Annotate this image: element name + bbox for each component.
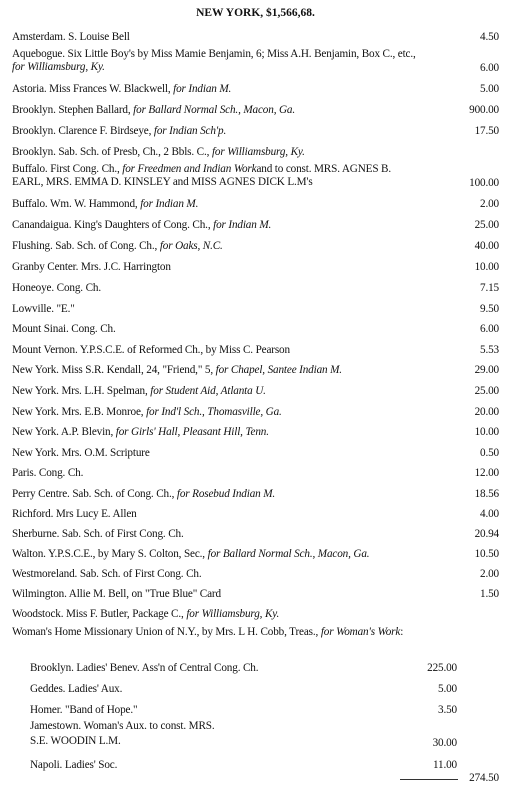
entry-text: New York. Mrs. L.H. Spelman, for Student Aid, Atlanta U. [12, 385, 266, 397]
entry-text: Woman's Home Missionary Union of N.Y., by Mrs. L H. Cobb, Treas., for Woman's Work: [12, 626, 404, 638]
sub-entry-text: Brooklyn. Ladies' Benev. Ass'n of Central Cong. Ch. [30, 662, 259, 674]
entry-amount: 1.50 [480, 588, 499, 600]
section-heading: NEW YORK, $1,566,68. [196, 7, 315, 19]
entry-text: Mount Vernon. Y.P.S.C.E. of Reformed Ch., by Miss C. Pearson [12, 344, 290, 356]
entry-amount: 7.15 [480, 282, 499, 294]
entry-amount: 10.50 [474, 548, 499, 560]
entry-text: Flushing. Sab. Sch. of Cong. Ch., for Oaks, N.C. [12, 240, 223, 252]
entry-text: Granby Center. Mrs. J.C. Harrington [12, 261, 171, 273]
entry-text: Westmoreland. Sab. Sch. of First Cong. Ch. [12, 568, 202, 580]
entry-text: Wilmington. Allie M. Bell, on "True Blue" Card [12, 588, 221, 600]
entry-text: Brooklyn. Sab. Sch. of Presb, Ch., 2 Bbls. C., for Williamsburg, Ky. [12, 146, 305, 158]
entry-amount: 6.00 [480, 62, 499, 74]
entry-amount: 4.00 [480, 508, 499, 520]
entry-amount: 40.00 [474, 240, 499, 252]
sub-entry-amount: 5.00 [438, 683, 457, 695]
entry-text: New York. Miss S.R. Kendall, 24, "Friend," 5, for Chapel, Santee Indian M. [12, 364, 342, 376]
entry-text: Buffalo. First Cong. Ch., for Freedmen and Indian Workand to const. MRS. AGNES B. EARL, MRS. EMMA D. KINSLEY and MISS AGNES DICK L.M's [12, 163, 392, 188]
entry-amount: 4.50 [480, 31, 499, 43]
entry-amount: 2.00 [480, 198, 499, 210]
entry-text: Aquebogue. Six Little Boy's by Miss Mamie Benjamin, 6; Miss A.H. Benjamin, Box C., etc., for Williamsburg, Ky. [12, 48, 416, 73]
entry-text: Brooklyn. Stephen Ballard, for Ballard Normal Sch., Macon, Ga. [12, 104, 296, 116]
sub-entry-text: Geddes. Ladies' Aux. [30, 683, 123, 695]
entry-text: Lowville. "E." [12, 303, 75, 315]
entry-amount: 18.56 [474, 488, 499, 500]
entry-amount: 25.00 [474, 219, 499, 231]
entry-amount: 5.53 [480, 344, 499, 356]
sub-entry-text: Jamestown. Woman's Aux. to const. MRS. S.E. WOODIN L.M. [30, 720, 215, 747]
subtotal-rule [400, 779, 458, 780]
entry-amount: 10.00 [474, 426, 499, 438]
entry-text: Perry Centre. Sab. Sch. of Cong. Ch., for Rosebud Indian M. [12, 488, 276, 500]
entry-text: Sherburne. Sab. Sch. of First Cong. Ch. [12, 528, 184, 540]
entry-amount: 25.00 [474, 385, 499, 397]
entry-text: New York. A.P. Blevin, for Girls' Hall, Pleasant Hill, Tenn. [12, 426, 269, 438]
entry-text: New York. Mrs. O.M. Scripture [12, 447, 150, 459]
entry-text: Amsterdam. S. Louise Bell [12, 31, 130, 43]
sub-entry-amount: 30.00 [432, 737, 457, 749]
entry-text: Canandaigua. King's Daughters of Cong. Ch., for Indian M. [12, 219, 272, 231]
entry-amount: 20.00 [474, 406, 499, 418]
entry-amount: 5.00 [480, 83, 499, 95]
sub-entry-text: Napoli. Ladies' Soc. [30, 759, 118, 771]
entry-amount: 2.00 [480, 568, 499, 580]
entry-amount: 6.00 [480, 323, 499, 335]
entry-amount: 9.50 [480, 303, 499, 315]
entry-text: Richford. Mrs Lucy E. Allen [12, 508, 137, 520]
subtotal-amount: 274.50 [469, 772, 499, 784]
entry-amount: 0.50 [480, 447, 499, 459]
entry-amount: 12.00 [474, 467, 499, 479]
entry-text: Astoria. Miss Frances W. Blackwell, for Indian M. [12, 83, 232, 95]
entry-text: Paris. Cong. Ch. [12, 467, 84, 479]
sub-entry-amount: 11.00 [432, 759, 457, 771]
entry-text: Honeoye. Cong. Ch. [12, 282, 101, 294]
entry-amount: 20.94 [474, 528, 499, 540]
entry-text: Woodstock. Miss F. Butler, Package C., for Williamsburg, Ky. [12, 608, 280, 620]
entry-text: Walton. Y.P.S.C.E., by Mary S. Colton, Sec., for Ballard Normal Sch., Macon, Ga. [12, 548, 370, 560]
entry-text: Buffalo. Wm. W. Hammond, for Indian M. [12, 198, 199, 210]
entry-text: New York. Mrs. E.B. Monroe, for Ind'l Sch., Thomasville, Ga. [12, 406, 282, 418]
entry-amount: 900.00 [469, 104, 499, 116]
entry-amount: 17.50 [474, 125, 499, 137]
sub-entry-text: Homer. "Band of Hope." [30, 704, 138, 716]
entry-amount: 29.00 [474, 364, 499, 376]
entry-text: Mount Sinai. Cong. Ch. [12, 323, 116, 335]
entry-amount: 10.00 [474, 261, 499, 273]
sub-entry-amount: 3.50 [438, 704, 457, 716]
sub-entry-amount: 225.00 [427, 662, 457, 674]
entry-amount: 100.00 [469, 177, 499, 189]
entry-text: Brooklyn. Clarence F. Birdseye, for Indian Sch'p. [12, 125, 227, 137]
